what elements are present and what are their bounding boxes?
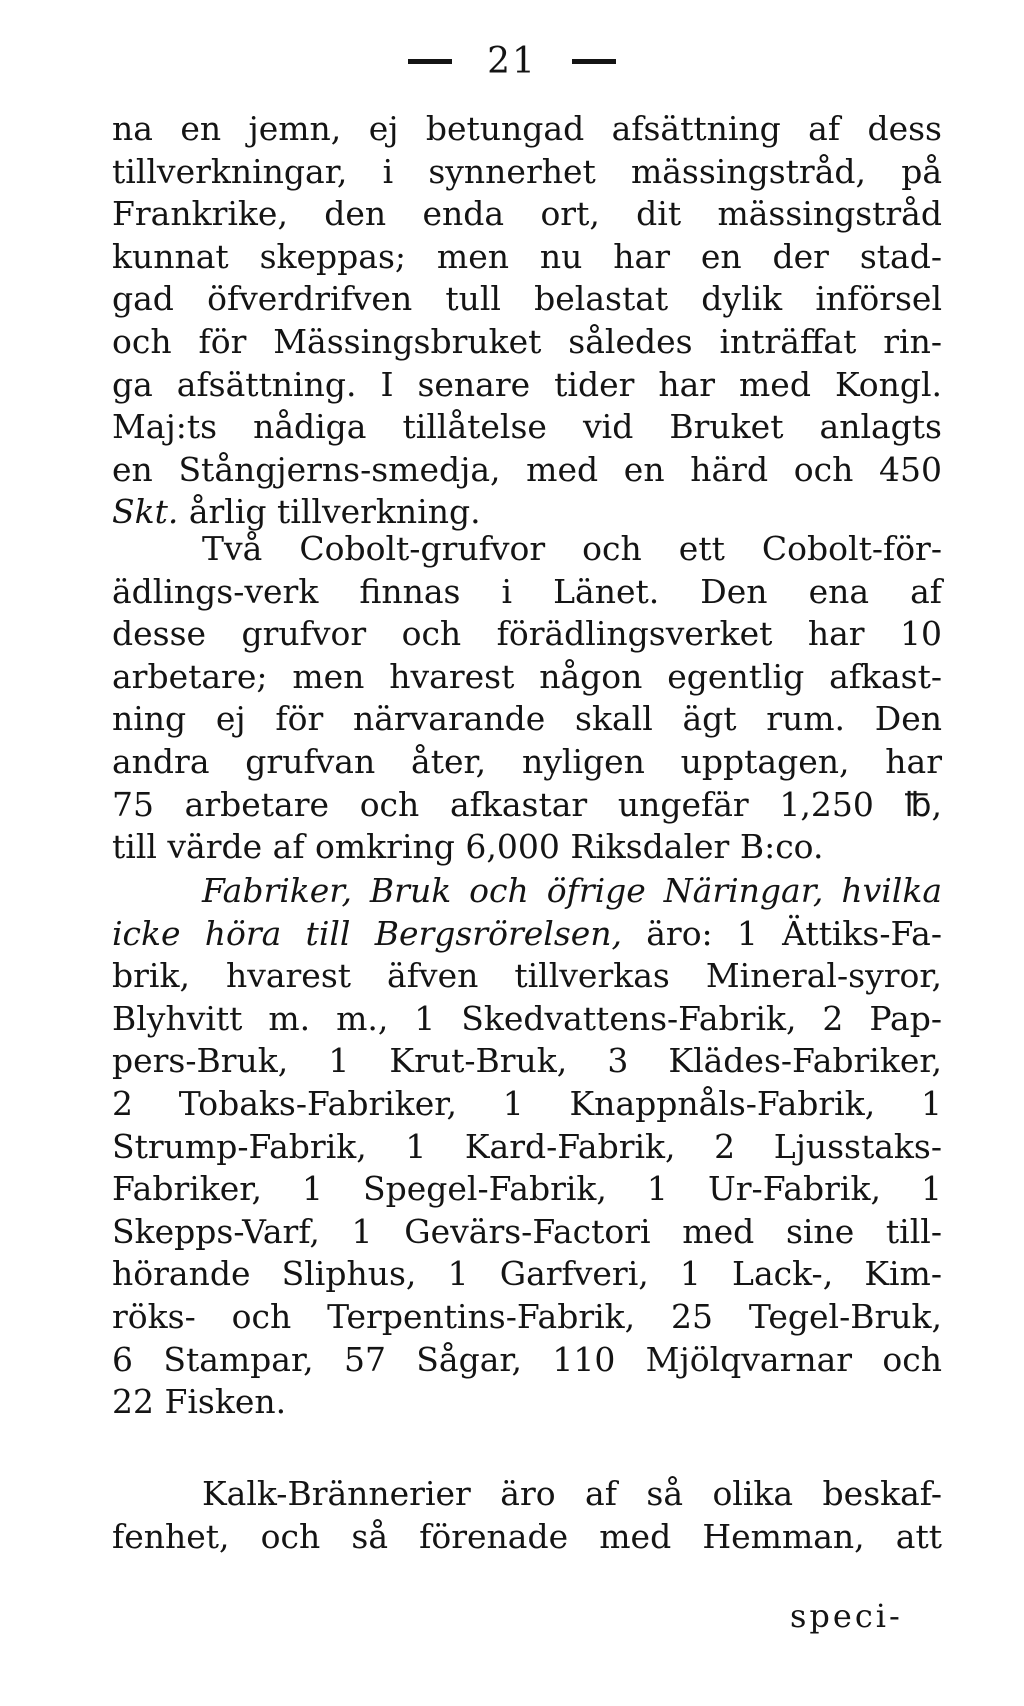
text-line: Maj:ts nådiga tillåtelse vid Bruket anlagts (112, 407, 942, 447)
text-line: 75 arbetare och afkastar ungefär 1,250 ℔, (112, 784, 942, 824)
text-line: na en jemn, ej betungad afsättning af dess (112, 109, 942, 148)
text-line: Skepps-Varf, 1 Gevärs-Factori med sine till- (112, 1211, 942, 1251)
text-line: ning ej för närvarande skall ägt rum. Den (112, 699, 942, 739)
header-dash-right (572, 59, 616, 64)
page-number: 21 (487, 40, 537, 82)
text-line: arbetare; men hvarest någon egentlig afkast- (112, 656, 942, 696)
text-line (112, 913, 942, 956)
text-line: röks- och Terpentins-Fabrik, 25 Tegel-Bruk, (112, 1296, 942, 1336)
text-line: tillverkningar, i synnerhet mässingstråd, på (112, 151, 942, 191)
text-line: och för Mässingsbruket således inträffat rin- (112, 321, 942, 361)
text-line: fenhet, och så förenade med Hemman, att (112, 1516, 942, 1556)
page-header (0, 38, 1024, 82)
text-line: Kalk-Brännerier äro af så olika beskaf- (202, 1474, 942, 1513)
text-line: 2 Tobaks-Fabriker, 1 Knappnåls-Fabrik, 1 (112, 1083, 942, 1123)
text-line: Fabriker, 1 Spegel-Fabrik, 1 Ur-Fabrik, 1 (112, 1169, 942, 1209)
text-line: Frankrike, den enda ort, dit mässingstråd (112, 194, 942, 234)
paragraph-4 (112, 1473, 942, 1558)
text-line: 6 Stampar, 57 Sågar, 110 Mjölqvarnar och (112, 1339, 942, 1379)
text-line: Strump-Fabrik, 1 Kard-Fabrik, 2 Ljusstaks- (112, 1126, 942, 1166)
text-line: kunnat skeppas; men nu har en der stad- (112, 236, 942, 276)
paragraph-3 (112, 870, 942, 1424)
text-line: brik, hvarest äfven tillverkas Mineral-syror, (112, 956, 942, 996)
text-line: en Stångjerns-smedja, med en härd och 450 (112, 449, 942, 489)
text-line: till värde af omkring 6,000 Riksdaler B:co. (112, 827, 824, 867)
text-line: pers-Bruk, 1 Krut-Bruk, 3 Klädes-Fabriker, (112, 1041, 942, 1081)
header-dash-left (408, 59, 452, 64)
text-line: 22 Fisken. (112, 1382, 287, 1422)
text-line: gad öfverdrifven tull belastat dylik införsel (112, 279, 942, 319)
text-line: ädlings-verk finnas i Länet. Den ena af (112, 571, 942, 611)
text-line: andra grufvan åter, nyligen upptagen, har (112, 741, 942, 781)
text-fragment-italic: icke höra till Bergsrörelsen, (112, 913, 623, 953)
text-line: Två Cobolt-grufvor och ett Cobolt-för- (202, 529, 942, 568)
catchword: speci- (790, 1597, 903, 1635)
paragraph-2 (112, 528, 942, 869)
paragraph-1 (112, 108, 942, 534)
text-fragment: äro: 1 Ättiks-Fa- (622, 913, 942, 953)
text-fragment: årlig tillverkning. (178, 492, 481, 532)
text-line: desse grufvor och förädlingsverket har 10 (112, 614, 942, 654)
text-line: hörande Sliphus, 1 Garfveri, 1 Lack-, Kim- (112, 1254, 942, 1294)
text-line: Blyhvitt m. m., 1 Skedvattens-Fabrik, 2 Pap- (112, 998, 942, 1038)
text-line: ga afsättning. I senare tider har med Kongl. (112, 364, 942, 404)
unit-abbreviation: Skt. (112, 492, 179, 532)
text-line-italic: Fabriker, Bruk och öfrige Näringar, hvilka (202, 871, 942, 910)
